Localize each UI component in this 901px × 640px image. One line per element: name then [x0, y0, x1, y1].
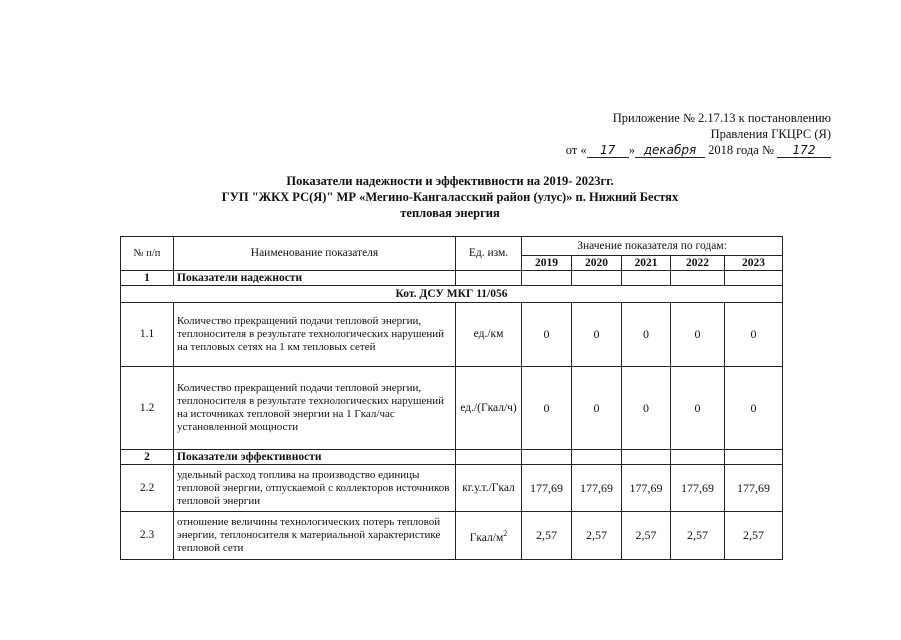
unit-base: Гкал/м: [469, 531, 504, 544]
header-year: 2023: [725, 256, 783, 271]
row-value: 0: [725, 367, 783, 450]
row-value: 177,69: [572, 465, 622, 512]
title-line-1: Показатели надежности и эффективности на 2019- 2023гг.: [286, 174, 614, 188]
table-row: [121, 303, 783, 367]
date-quote-close: »: [628, 143, 635, 157]
row-value: 177,69: [671, 465, 725, 512]
row-value: 0: [522, 367, 572, 450]
header-year: 2019: [522, 256, 572, 271]
row-value: 2,57: [522, 512, 572, 560]
row-name: отношение величины технологических потерь тепловой энергии, теплоносителя к материальной характеристике тепловой сети: [174, 512, 456, 560]
section-no: 2: [121, 450, 174, 465]
row-value: 0: [572, 303, 622, 367]
appendix-line-3: [566, 142, 831, 158]
row-no: 1.2: [121, 367, 174, 450]
row-value: 0: [622, 367, 671, 450]
row-name: Количество прекращений подачи тепловой энергии, теплоносителя в результате технологических нарушений на тепловых сетях на 1 км тепловых сетей: [174, 303, 456, 367]
handwritten-month: декабря: [635, 144, 705, 158]
unit-sup: 2: [503, 528, 508, 538]
row-name: удельный расход топлива на производство единицы тепловой энергии, отпускаемой с коллекторов источников тепловой энергии: [174, 465, 456, 512]
header-year: 2022: [671, 256, 725, 271]
row-value: 0: [522, 303, 572, 367]
table-row: [121, 465, 783, 512]
section-row: [121, 450, 783, 465]
row-value: 0: [622, 303, 671, 367]
row-value: 2,57: [622, 512, 671, 560]
row-unit: [456, 512, 522, 560]
header-unit: Ед. изм.: [456, 237, 522, 271]
section-title: Показатели надежности: [174, 271, 456, 286]
handwritten-day: 17: [587, 144, 629, 158]
handwritten-number: 172: [777, 144, 831, 158]
section-title: Показатели эффективности: [174, 450, 456, 465]
row-value: 0: [725, 303, 783, 367]
header-values: Значение показателя по годам:: [522, 237, 783, 256]
row-value: 2,57: [572, 512, 622, 560]
row-value: 2,57: [725, 512, 783, 560]
row-value: 0: [572, 367, 622, 450]
header-year: 2021: [622, 256, 671, 271]
header-year: 2020: [572, 256, 622, 271]
object-row: [121, 286, 783, 303]
row-unit: ед./(Гкал/ч): [456, 367, 522, 450]
row-no: 1.1: [121, 303, 174, 367]
object-title: Кот. ДСУ МКГ 11/056: [121, 286, 783, 303]
row-unit: ед./км: [456, 303, 522, 367]
row-value: 177,69: [622, 465, 671, 512]
row-value: 0: [671, 367, 725, 450]
row-name: Количество прекращений подачи тепловой энергии, теплоносителя в результате технологических нарушений на источниках тепловой энергии на 1 Гкал/час установленной мощности: [174, 367, 456, 450]
section-no: 1: [121, 271, 174, 286]
indicators-table: [120, 236, 783, 560]
title-line-3: тепловая энергия: [400, 206, 500, 220]
section-row: [121, 271, 783, 286]
row-value: 0: [671, 303, 725, 367]
table-row: [121, 367, 783, 450]
row-value: 2,57: [671, 512, 725, 560]
header-name: Наименование показателя: [174, 237, 456, 271]
appendix-line-1: Приложение № 2.17.13 к постановлению: [612, 111, 831, 125]
row-no: 2.3: [121, 512, 174, 560]
title-line-2: ГУП "ЖКХ РС(Я)" МР «Мегино-Кангаласский район (улус)» п. Нижний Бестях: [221, 190, 679, 204]
appendix-header: [566, 110, 831, 158]
document-title: [150, 173, 750, 221]
row-value: 177,69: [725, 465, 783, 512]
appendix-line-2: Правления ГКЦРС (Я): [710, 127, 831, 141]
date-from-label: от «: [565, 143, 587, 157]
row-no: 2.2: [121, 465, 174, 512]
table-row: [121, 512, 783, 560]
row-value: 177,69: [522, 465, 572, 512]
header-no: № п/п: [121, 237, 174, 271]
row-unit: кг.у.т./Гкал: [456, 465, 522, 512]
date-year-text: 2018 года №: [708, 143, 774, 157]
